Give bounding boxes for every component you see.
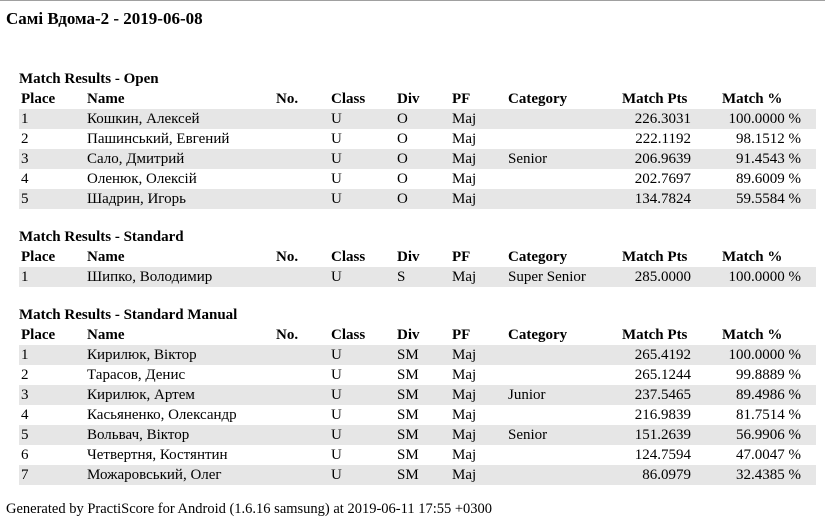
cell-place: 7 [21, 467, 29, 483]
results-section [19, 69, 816, 209]
column-header-name: Name [87, 249, 125, 265]
cell-place: 1 [21, 111, 29, 127]
cell-place: 3 [21, 151, 29, 167]
cell-match-pts: 216.9839 [634, 407, 691, 423]
column-header-match-pts: Match Pts [622, 91, 688, 107]
cell-name: Четвертня, Костянтин [87, 447, 228, 463]
cell-match-pct: 89.6009 % [736, 171, 801, 187]
cell-match-pts: 206.9639 [634, 151, 691, 167]
cell-match-pts: 151.2639 [634, 427, 691, 443]
cell-div: SM [397, 467, 419, 483]
cell-place: 1 [21, 347, 29, 363]
cell-category: Junior [508, 387, 546, 403]
table-header [19, 247, 816, 267]
column-header-class: Class [331, 249, 366, 265]
cell-pf: Maj [452, 171, 477, 187]
page-title: Самі Вдома-2 - 2019-06-08 [6, 9, 203, 28]
cell-div: O [397, 151, 408, 167]
cell-pf: Maj [452, 191, 477, 207]
cell-div: SM [397, 347, 419, 363]
cell-div: O [397, 131, 408, 147]
cell-match-pts: 134.7824 [634, 191, 691, 207]
column-header-match-pct: Match % [722, 249, 783, 265]
cell-name: Кирилюк, Віктор [87, 347, 197, 363]
table-header [19, 325, 816, 345]
cell-match-pct: 47.0047 % [736, 447, 801, 463]
cell-name: Шипко, Володимир [87, 269, 213, 285]
cell-match-pct: 100.0000 % [728, 347, 801, 363]
cell-div: O [397, 111, 408, 127]
cell-match-pct: 59.5584 % [736, 191, 801, 207]
column-header-match-pct: Match % [722, 91, 783, 107]
column-header-pf: PF [452, 91, 471, 107]
column-header-match-pct: Match % [722, 327, 783, 343]
cell-match-pts: 265.1244 [634, 367, 691, 383]
table-row [19, 169, 816, 189]
cell-place: 6 [21, 447, 29, 463]
cell-pf: Maj [452, 467, 477, 483]
cell-place: 5 [21, 191, 29, 207]
cell-class: U [331, 131, 342, 147]
cell-div: SM [397, 447, 419, 463]
cell-class: U [331, 111, 342, 127]
column-header-class: Class [331, 327, 366, 343]
cell-class: U [331, 191, 342, 207]
cell-name: Шадрин, Игорь [87, 191, 186, 207]
section-title: Match Results - Open [19, 71, 159, 87]
cell-category: Senior [508, 151, 548, 167]
cell-match-pts: 222.1192 [635, 131, 691, 147]
column-header-category: Category [508, 327, 568, 343]
cell-class: U [331, 347, 342, 363]
table-row [19, 345, 816, 365]
table-row [19, 425, 816, 445]
cell-match-pct: 89.4986 % [736, 387, 801, 403]
table-row [19, 365, 816, 385]
cell-place: 1 [21, 269, 29, 285]
cell-place: 2 [21, 367, 29, 383]
cell-match-pts: 237.5465 [634, 387, 691, 403]
cell-match-pct: 98.1512 % [736, 131, 801, 147]
cell-div: SM [397, 387, 419, 403]
cell-place: 4 [21, 407, 29, 423]
column-header-div: Div [397, 249, 420, 265]
cell-pf: Maj [452, 131, 477, 147]
cell-name: Касьяненко, Олександр [87, 407, 237, 423]
table-row [19, 445, 816, 465]
cell-pf: Maj [452, 407, 477, 423]
cell-name: Оленюк, Олексій [87, 171, 197, 187]
column-header-category: Category [508, 91, 568, 107]
cell-class: U [331, 269, 342, 285]
cell-category: Super Senior [508, 269, 586, 285]
cell-div: SM [397, 367, 419, 383]
cell-class: U [331, 427, 342, 443]
cell-class: U [331, 151, 342, 167]
column-header-match-pts: Match Pts [622, 249, 688, 265]
column-header-div: Div [397, 327, 420, 343]
table-row [19, 465, 816, 485]
cell-name: Кирилюк, Артем [87, 387, 195, 403]
cell-match-pts: 226.3031 [634, 111, 691, 127]
column-header-class: Class [331, 91, 366, 107]
cell-place: 4 [21, 171, 29, 187]
table-row [19, 189, 816, 209]
cell-class: U [331, 447, 342, 463]
column-header-place: Place [21, 327, 56, 343]
footer-generated-by: Generated by PractiScore for Android (1.6.16 samsung) at 2019-06-11 17:55 +0300 [6, 501, 493, 517]
column-header-pf: PF [452, 249, 471, 265]
cell-name: Тарасов, Денис [87, 367, 186, 383]
table-row [19, 267, 816, 287]
cell-pf: Maj [452, 151, 477, 167]
cell-pf: Maj [452, 447, 477, 463]
cell-place: 5 [21, 427, 29, 443]
column-header-name: Name [87, 327, 125, 343]
cell-category: Senior [508, 427, 548, 443]
cell-div: SM [397, 407, 419, 423]
cell-match-pct: 100.0000 % [728, 111, 801, 127]
cell-match-pct: 99.8889 % [736, 367, 801, 383]
column-header-no: No. [276, 91, 299, 107]
cell-class: U [331, 367, 342, 383]
cell-match-pct: 56.9906 % [736, 427, 801, 443]
cell-class: U [331, 407, 342, 423]
column-header-pf: PF [452, 327, 471, 343]
cell-match-pct: 100.0000 % [728, 269, 801, 285]
table-row [19, 129, 816, 149]
section-title: Match Results - Standard [19, 229, 184, 245]
cell-place: 3 [21, 387, 29, 403]
cell-match-pct: 81.7514 % [736, 407, 801, 423]
results-section [19, 305, 816, 485]
table-row [19, 405, 816, 425]
column-header-no: No. [276, 327, 299, 343]
cell-pf: Maj [452, 427, 477, 443]
cell-name: Пашинський, Евгений [87, 131, 230, 147]
column-header-place: Place [21, 91, 56, 107]
column-header-place: Place [21, 249, 56, 265]
cell-name: Сало, Дмитрий [87, 151, 185, 167]
cell-match-pts: 265.4192 [634, 347, 691, 363]
column-header-div: Div [397, 91, 420, 107]
cell-class: U [331, 171, 342, 187]
column-header-category: Category [508, 249, 568, 265]
cell-match-pts: 124.7594 [634, 447, 691, 463]
cell-div: O [397, 171, 408, 187]
top-border [0, 0, 825, 1]
cell-pf: Maj [452, 367, 477, 383]
column-header-no: No. [276, 249, 299, 265]
cell-div: O [397, 191, 408, 207]
column-header-name: Name [87, 91, 125, 107]
cell-div: SM [397, 427, 419, 443]
results-section [19, 227, 816, 287]
cell-match-pct: 32.4385 % [736, 467, 801, 483]
cell-match-pts: 285.0000 [634, 269, 691, 285]
table-row [19, 149, 816, 169]
cell-pf: Maj [452, 387, 477, 403]
cell-pf: Maj [452, 111, 477, 127]
table-row [19, 385, 816, 405]
cell-match-pct: 91.4543 % [736, 151, 801, 167]
cell-place: 2 [21, 131, 29, 147]
cell-match-pts: 86.0979 [642, 467, 691, 483]
cell-pf: Maj [452, 269, 477, 285]
cell-name: Вольвач, Віктор [87, 427, 190, 443]
cell-div: S [397, 269, 406, 285]
table-header [19, 89, 816, 109]
section-title: Match Results - Standard Manual [19, 307, 238, 323]
column-header-match-pts: Match Pts [622, 327, 688, 343]
cell-match-pts: 202.7697 [634, 171, 691, 187]
cell-pf: Maj [452, 347, 477, 363]
cell-class: U [331, 387, 342, 403]
cell-class: U [331, 467, 342, 483]
cell-name: Кошкин, Алексей [87, 111, 200, 127]
cell-name: Можаровський, Олег [87, 467, 222, 483]
table-row [19, 109, 816, 129]
